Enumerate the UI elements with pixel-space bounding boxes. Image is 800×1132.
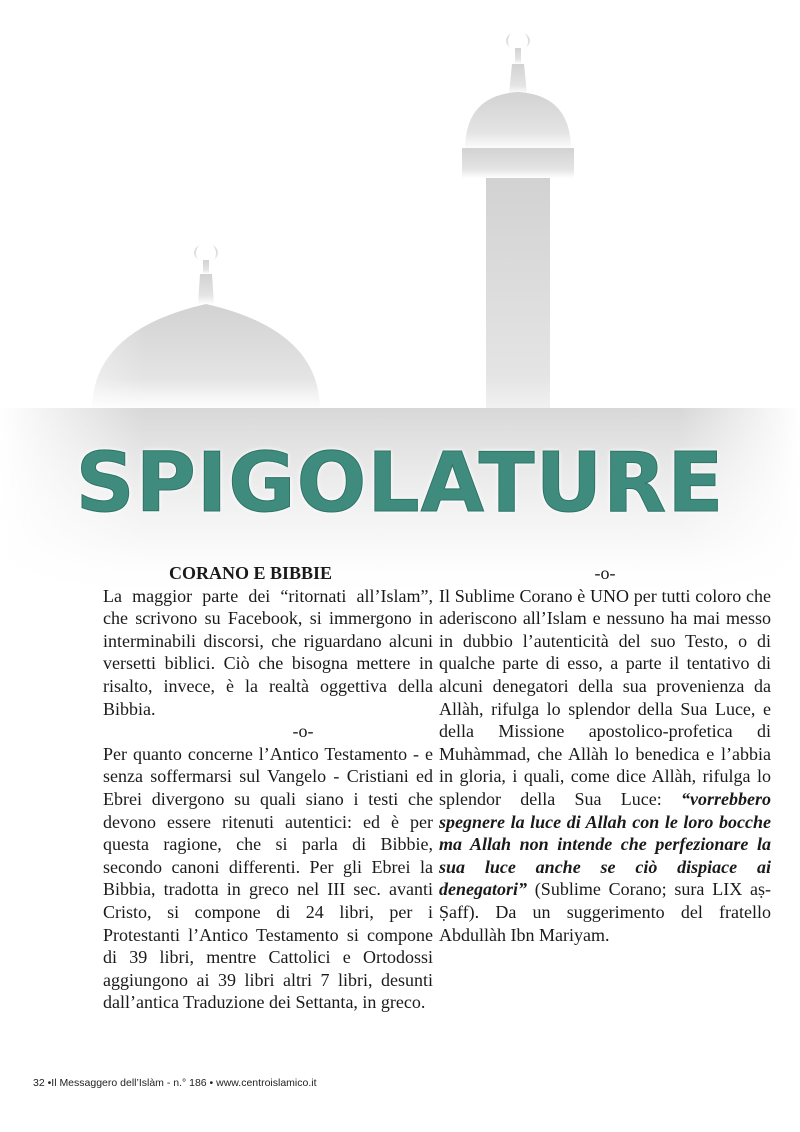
- right-column: [439, 562, 771, 946]
- separator-right: -o-: [594, 563, 616, 583]
- article-heading: CORANO E BIBBIE: [169, 563, 333, 583]
- right-paragraph: [439, 585, 771, 947]
- page-footer: 32 •Il Messaggero dell’Islàm - n.° 186 • www.centroislamico.it: [33, 1077, 317, 1089]
- koran-quote: “vorrebbero spegnere la luce di Allah con le loro bocche ma Allah non intende che perfezionare la sua luce anche se ciò dispiace ai denegatori”: [439, 788, 771, 900]
- right-paragraph-end: (Sublime Corano; sura LIX aṣ-Ṣaff). Da un suggerimento del fratello Abdullàh Ibn Mariyam.: [439, 879, 771, 945]
- page-title: SPIGOLATURE: [75, 436, 725, 531]
- left-column: [103, 562, 433, 1014]
- left-paragraph-1: La maggior parte dei “ritornati all’Islam”, che scrivono su Facebook, si immergono in interminabili discorsi, che riguardano alcuni versetti biblici. Ciò che bisogna mettere in risalto, invece, è la realtà oggettiva della Bibbia.: [103, 585, 433, 719]
- left-paragraph-2: Per quanto concerne l’Antico Testamento - e senza soffermarsi sul Vangelo - Cristiani ed Ebrei divergono su quali siano i testi che devono essere ritenuti autentici: ed è per questa ragione, che si parla di Bibbie, secondo canoni differenti. Per gli Ebrei la Bibbia, tradotta in greco nel III sec. avanti Cristo, si compone di 24 libri, per i Protestanti l’Antico Testamento si compone di 39 libri, mentre Cattolici e Ortodossi aggiungono ai 39 libri altri 7 libri, desunti dall’antica Traduzione dei Settanta, in greco.: [103, 743, 433, 1013]
- right-paragraph-intro: Il Sublime Corano è UNO per tutti coloro che aderiscono all’Islam e nessuno ha mai messo in dubbio l’autenticità del suo Testo, o di qualche parte di esso, a parte il tentativo di alcuni denegatori della sua provenienza da Allàh, rifulga lo splendor della Sua Luce, e della Missione apostolico-profetica di Muhàmmad, che Allàh lo benedica e l’abbia in gloria, i quali, come dice Allàh, rifulga lo splendor della Sua Luce:: [439, 585, 771, 809]
- separator-left: -o-: [292, 721, 314, 742]
